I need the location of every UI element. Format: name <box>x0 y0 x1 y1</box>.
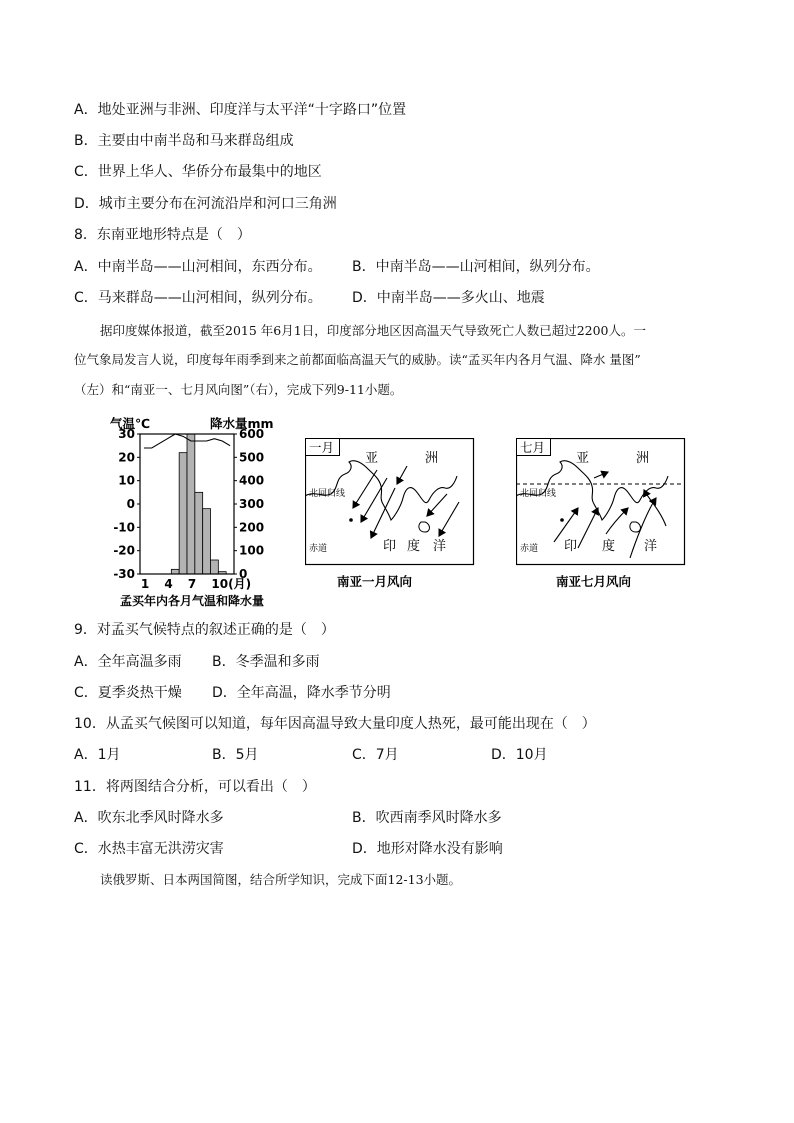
q11-option-b: B．吹西南季风时降水多 <box>352 810 502 826</box>
passage1-line2: 位气象局发言人说，印度每年雨季到来之前都面临高温天气的威胁。读“孟买年内各月气温、降水 量图” <box>74 352 641 367</box>
q9-option-a: A．全年高温多雨 <box>74 654 182 670</box>
q10-stem: 10．从孟买气候图可以知道，每年因高温导致大量印度人热死，最可能出现在（ ） <box>74 716 596 732</box>
q10-option-a: A．1月 <box>74 747 121 763</box>
temp-tick-label: 20 <box>118 450 135 465</box>
q9-stem: 9．对孟买气候特点的叙述正确的是（ ） <box>74 622 335 638</box>
q10-option-d: D．10月 <box>491 747 548 763</box>
precip-tick-label: 100 <box>239 543 265 558</box>
month-tick-label: 7 <box>187 577 197 591</box>
precip-tick-label: 300 <box>239 497 265 511</box>
climate-plot-area <box>113 427 264 591</box>
jul-ocean-1: 印 <box>564 539 578 554</box>
temp-tick-label: 30 <box>118 427 135 441</box>
jul-equator-label: 赤道 <box>520 544 539 554</box>
temp-axis-label: 气温℃ <box>110 416 151 431</box>
jan-tropic-label: 北回归线 <box>309 489 346 499</box>
q11-option-a: A．吹东北季风时降水多 <box>74 810 224 826</box>
jul-mumbai-dot <box>560 518 564 522</box>
temp-tick-label: -20 <box>113 543 135 558</box>
precip-tick-label: 500 <box>239 450 265 465</box>
q11-option-d: D．地形对降水没有影响 <box>352 841 503 857</box>
climate-chart-caption: 孟买年内各月气温和降水量 <box>120 594 265 608</box>
precip-bar-8 <box>195 492 203 574</box>
q11-option-c: C．水热丰富无洪涝灾害 <box>74 841 224 857</box>
q10-option-c: C．7月 <box>352 747 399 763</box>
jul-ocean-2: 度 <box>602 539 616 554</box>
jan-month-label: 一月 <box>309 440 335 455</box>
jan-ocean-1: 印 <box>383 539 397 554</box>
month-tick-label: 10(月) <box>211 577 252 591</box>
jul-map-caption: 南亚七月风向 <box>556 574 632 589</box>
passage2: 读俄罗斯、日本两国简图，结合所学知识，完成下面12-13小题。 <box>100 872 462 887</box>
temp-tick-label: -30 <box>113 567 135 581</box>
jan-mumbai-dot <box>349 518 353 522</box>
temp-tick-label: 0 <box>126 497 135 511</box>
temp-tick-label: -10 <box>113 520 135 535</box>
q7-option-d: D．城市主要分布在河流沿岸和河口三角洲 <box>74 196 337 212</box>
jul-tropic-label: 北回归线 <box>520 489 557 499</box>
month-tick-label: 4 <box>164 577 173 591</box>
jan-wind-map <box>305 438 479 598</box>
precip-tick-label: 0 <box>239 567 248 581</box>
precip-bar-10 <box>211 560 219 574</box>
jul-ocean-3: 洋 <box>644 539 658 554</box>
q7-option-c: C．世界上华人、华侨分布最集中的地区 <box>74 164 322 180</box>
jan-ocean-3: 洋 <box>433 539 447 554</box>
q9-option-d: D．全年高温，降水季节分明 <box>212 685 391 701</box>
precip-tick-label: 400 <box>239 473 265 488</box>
q7-option-b: B．主要由中南半岛和马来群岛组成 <box>74 133 294 149</box>
precip-tick-label: 600 <box>239 427 265 441</box>
passage1-line1: 据印度媒体报道，截至2015 年6月1日，印度部分地区因高温天气导致死亡人数已超过2200人。一 <box>100 323 647 338</box>
q8-stem: 8．东南亚地形特点是（ ） <box>74 227 251 243</box>
temp-tick-label: 10 <box>118 473 135 488</box>
jan-asia-1: 亚 <box>365 451 379 466</box>
jul-wind-map <box>516 438 690 598</box>
q8-option-d: D．中南半岛——多火山、地震 <box>352 290 545 306</box>
jan-map-caption: 南亚一月风向 <box>337 574 413 589</box>
q7-option-a: A．地处亚洲与非洲、印度洋与太平洋“十字路口”位置 <box>74 102 407 118</box>
q8-option-c: C．马来群岛——山河相间，纵列分布。 <box>74 290 322 306</box>
q11-stem: 11．将两图结合分析，可以看出（ ） <box>74 779 316 795</box>
jan-ocean-2: 度 <box>407 539 421 554</box>
month-tick-label: 1 <box>140 577 150 591</box>
jul-month-label: 七月 <box>520 440 546 455</box>
precip-bar-5 <box>171 569 179 574</box>
q8-option-a: A．中南半岛——山河相间，东西分布。 <box>74 259 322 275</box>
jan-equator-label: 赤道 <box>309 544 328 554</box>
precip-bar-7 <box>187 434 195 574</box>
q10-option-b: B．5月 <box>212 747 259 763</box>
jul-asia-1: 亚 <box>576 451 590 466</box>
q8-option-b: B．中南半岛——山河相间，纵列分布。 <box>352 259 600 275</box>
precip-tick-label: 200 <box>239 520 265 535</box>
jan-asia-2: 洲 <box>425 451 439 466</box>
climate-chart <box>106 412 286 612</box>
jul-map-frame <box>517 439 685 565</box>
q9-option-b: B．冬季温和多雨 <box>212 654 320 670</box>
jul-asia-2: 洲 <box>636 451 650 466</box>
q9-option-c: C．夏季炎热干燥 <box>74 685 182 701</box>
precip-bar-9 <box>203 509 211 574</box>
precip-bar-6 <box>179 453 187 574</box>
passage1-line3: （左）和“南亚一、七月风向图”（右），完成下列9-11小题。 <box>74 382 403 397</box>
precip-axis-label: 降水量mm <box>210 416 274 431</box>
